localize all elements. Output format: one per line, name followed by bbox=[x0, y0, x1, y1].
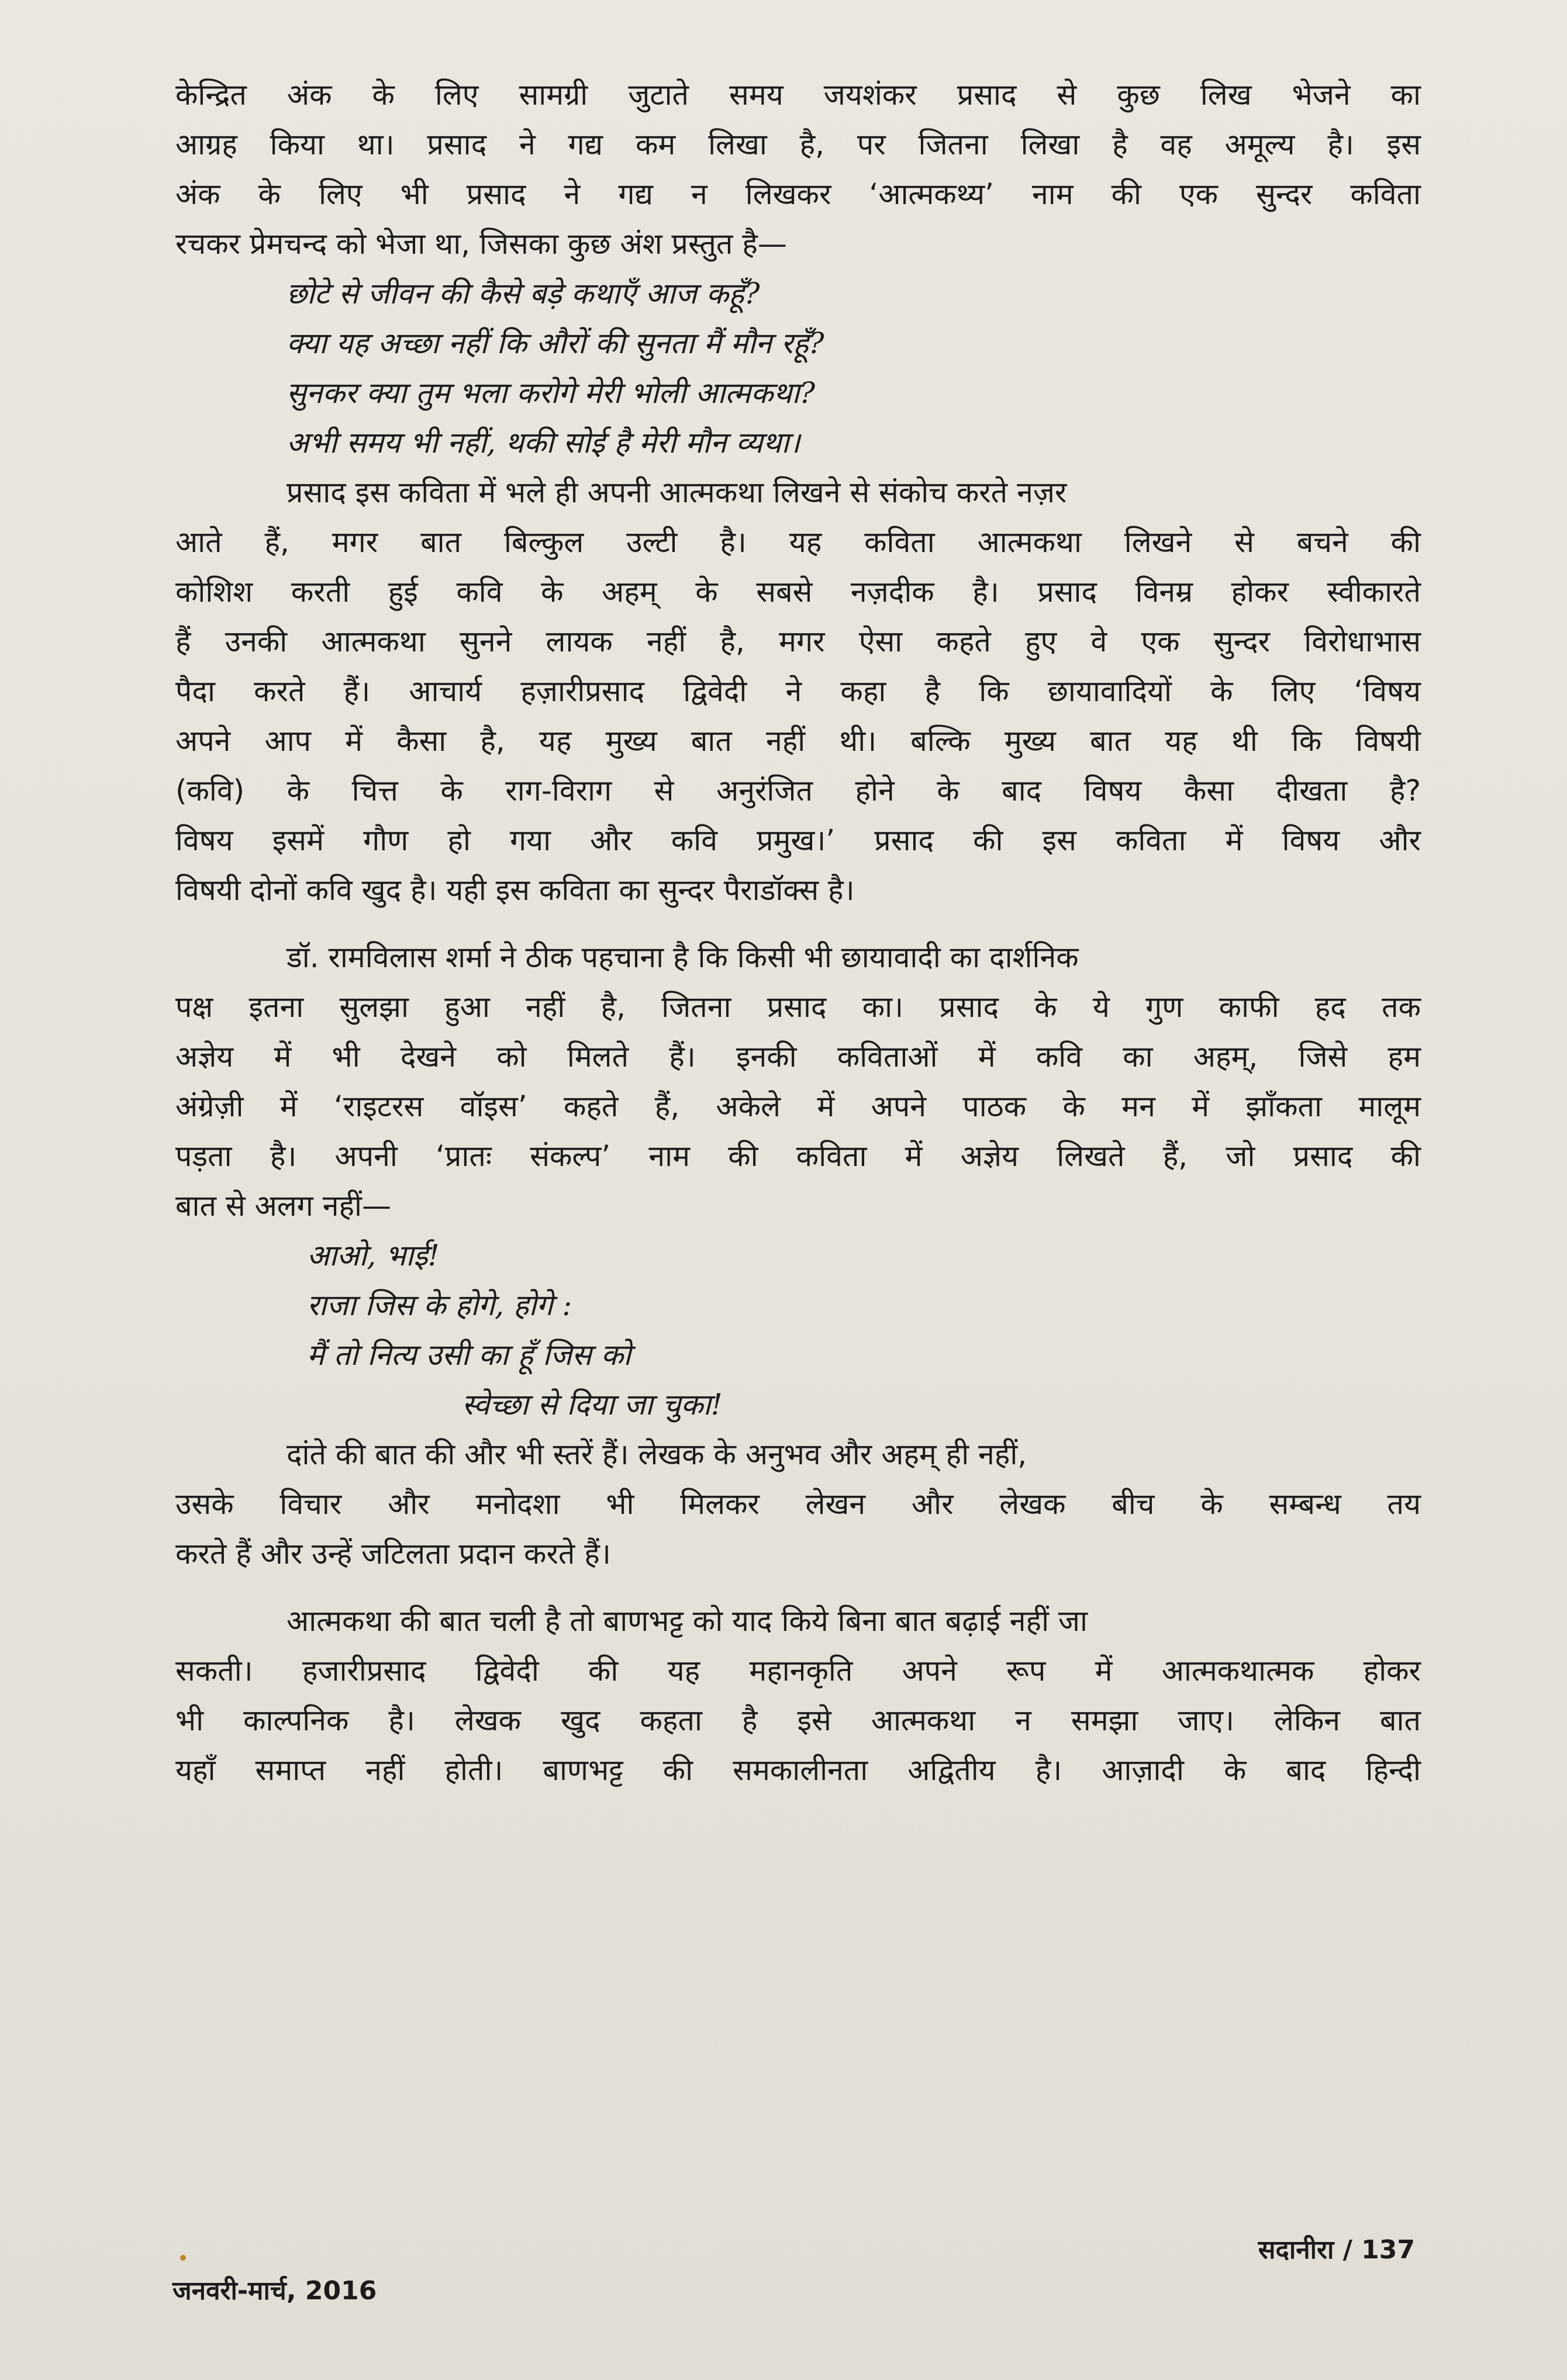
verse-line: क्या यह अच्छा नहीं कि औरों की सुनता मैं मौन रहूँ? bbox=[287, 326, 824, 360]
paragraph-4 bbox=[175, 1430, 1421, 1579]
text-line: हैं उनकी आत्मकथा सुनने लायक नहीं है, मगर ऐसा कहते हुए वे एक सुन्दर विरोधाभास bbox=[175, 625, 1421, 658]
verse-line: आओ, भाई! bbox=[307, 1239, 440, 1272]
text-line: भी काल्पनिक है। लेखक खुद कहता है इसे आत्मकथा न समझा जाए। लेकिन बात bbox=[175, 1703, 1421, 1737]
paragraph-3 bbox=[175, 933, 1421, 1231]
text-line: सकती। हजारीप्रसाद द्विवेदी की यह महानकृति अपने रूप में आत्मकथात्मक होकर bbox=[175, 1654, 1421, 1688]
text-line: आते हैं, मगर बात बिल्कुल उल्टी है। यह कविता आत्मकथा लिखने से बचने की bbox=[175, 525, 1421, 559]
text-line: उसके विचार और मनोदशा भी मिलकर लेखन और लेखक बीच के सम्बन्ध तय bbox=[175, 1487, 1421, 1521]
body-text bbox=[175, 70, 1421, 1795]
verse-line: छोटे से जीवन की कैसे बड़े कथाएँ आज कहूँ? bbox=[287, 277, 760, 311]
text-line: दांते की बात की और भी स्तरें हैं। लेखक के अनुभव और अहम् ही नहीं, bbox=[287, 1437, 1027, 1471]
text-line: आत्मकथा की बात चली है तो बाणभट्ट को याद किये बिना बात बढ़ाई नहीं जा bbox=[287, 1604, 1088, 1638]
verse-line: मैं तो नित्य उसी का हूँ जिस को bbox=[307, 1338, 631, 1372]
verse-line: सुनकर क्या तुम भला करोगे मेरी भोली आत्मकथा? bbox=[287, 376, 816, 410]
text-line: आग्रह किया था। प्रसाद ने गद्य कम लिखा है, पर जितना लिखा है वह अमूल्य है। इस bbox=[175, 127, 1421, 161]
verse-aatmakathya bbox=[175, 269, 1421, 468]
text-line: अज्ञेय में भी देखने को मिलते हैं। इनकी कविताओं में कवि का अहम्, जिसे हम bbox=[175, 1040, 1421, 1074]
text-line: अंग्रेज़ी में ‘राइटरस वॉइस’ कहते हैं, अकेले में अपने पाठक के मन में झाँकता मालूम bbox=[175, 1089, 1421, 1123]
text-line: बात से अलग नहीं— bbox=[175, 1189, 391, 1223]
text-line: पक्ष इतना सुलझा हुआ नहीं है, जितना प्रसाद का। प्रसाद के ये गुण काफी हद तक bbox=[175, 990, 1421, 1024]
paragraph-1 bbox=[175, 70, 1421, 269]
verse-line: राजा जिस के होगे, होगे : bbox=[307, 1288, 572, 1322]
text-line: पड़ता है। अपनी ‘प्रातः संकल्प’ नाम की कविता में अज्ञेय लिखते हैं, जो प्रसाद की bbox=[175, 1139, 1421, 1173]
text-line: प्रसाद इस कविता में भले ही अपनी आत्मकथा लिखने से संकोच करते नज़र bbox=[287, 475, 1067, 509]
verse-line: स्वेच्छा से दिया जा चुका! bbox=[462, 1388, 723, 1422]
text-line: अपने आप में कैसा है, यह मुख्य बात नहीं थी। बल्कि मुख्य बात यह थी कि विषयी bbox=[175, 724, 1421, 758]
text-line: रचकर प्रेमचन्द को भेजा था, जिसका कुछ अंश प्रस्तुत है— bbox=[175, 227, 787, 261]
paragraph-5 bbox=[175, 1596, 1421, 1795]
bullet-dot-icon bbox=[180, 2255, 186, 2261]
text-line: विषय इसमें गौण हो गया और कवि प्रमुख।’ प्रसाद की इस कविता में विषय और bbox=[175, 823, 1421, 857]
text-line: पैदा करते हैं। आचार्य हज़ारीप्रसाद द्विवेदी ने कहा है कि छायावादियों के लिए ‘विषय bbox=[175, 674, 1421, 708]
verse-line: अभी समय भी नहीं, थकी सोई है मेरी मौन व्यथा। bbox=[287, 426, 800, 460]
issue-date: जनवरी-मार्च, 2016 bbox=[172, 2276, 377, 2306]
paragraph-2 bbox=[175, 468, 1421, 915]
text-line: विषयी दोनों कवि खुद है। यही इस कविता का सुन्दर पैराडॉक्स है। bbox=[175, 873, 855, 907]
text-line: (कवि) के चित्त के राग-विराग से अनुरंजित होने के बाद विषय कैसा दीखता है? bbox=[175, 774, 1421, 808]
verse-praatah-sankalp bbox=[175, 1231, 1421, 1430]
text-line: यहाँ समाप्त नहीं होती। बाणभट्ट की समकालीनता अद्वितीय है। आज़ादी के बाद हिन्दी bbox=[175, 1753, 1421, 1787]
text-line: अंक के लिए भी प्रसाद ने गद्य न लिखकर ‘आत्मकथ्य’ नाम की एक सुन्दर कविता bbox=[175, 177, 1421, 211]
text-line: कोशिश करती हुई कवि के अहम् के सबसे नज़दीक है। प्रसाद विनम्र होकर स्वीकारते bbox=[175, 575, 1421, 609]
text-line: केन्द्रित अंक के लिए सामग्री जुटाते समय जयशंकर प्रसाद से कुछ लिख भेजने का bbox=[175, 78, 1421, 112]
magazine-page-number: सदानीरा / 137 bbox=[1258, 2235, 1415, 2265]
text-line: डॉ. रामविलास शर्मा ने ठीक पहचाना है कि किसी भी छायावादी का दार्शनिक bbox=[287, 940, 1079, 974]
text-line: करते हैं और उन्हें जटिलता प्रदान करते हैं। bbox=[175, 1537, 611, 1571]
